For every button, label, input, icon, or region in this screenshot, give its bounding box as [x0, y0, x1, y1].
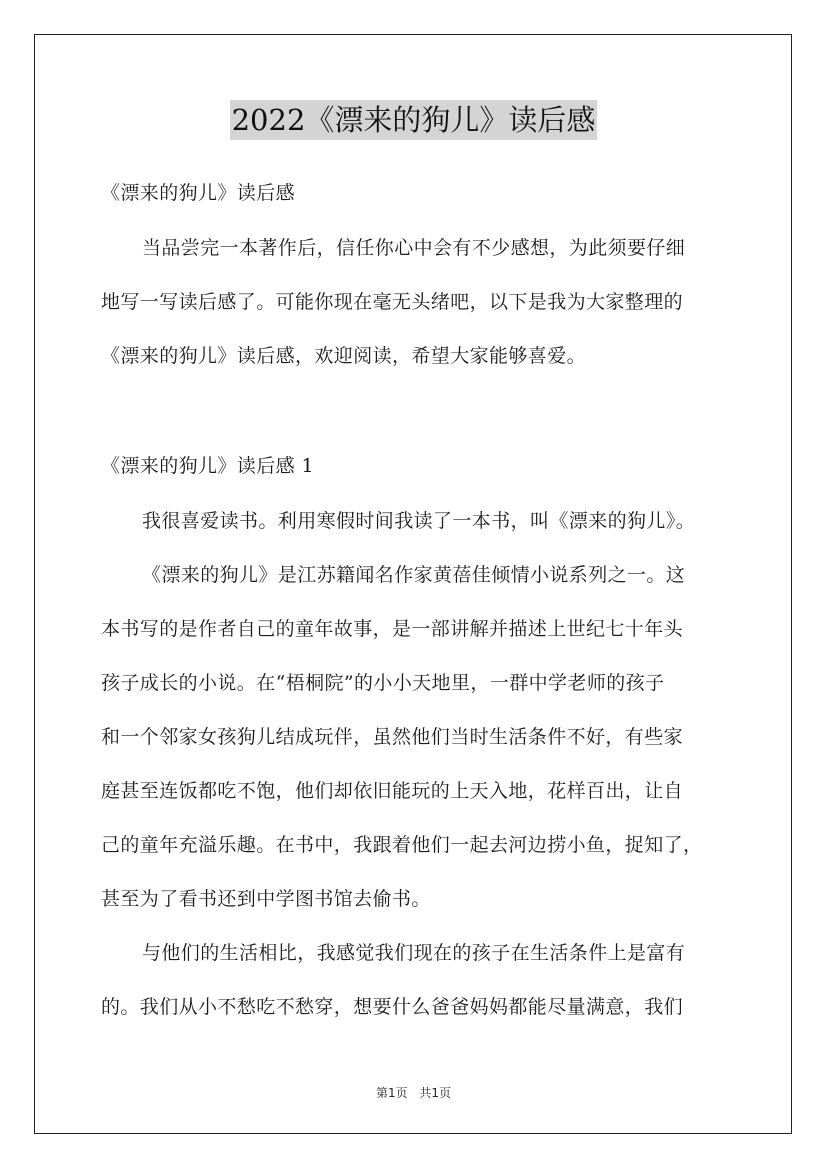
page-total: 共1页	[419, 1086, 452, 1100]
body-line: 己的童年充溢乐趣。在书中，我跟着他们一起去河边捞小鱼，捉知了，	[101, 834, 703, 856]
body-line: 甚至为了看书还到中学图书馆去偷书。	[101, 888, 431, 910]
intro-line: 《漂来的狗儿》读后感，欢迎阅读，希望大家能够喜爱。	[101, 345, 587, 367]
page-footer	[0, 1084, 827, 1101]
body-line: 的。我们从小不愁吃不愁穿，想要什么爸爸妈妈都能尽量满意，我们	[101, 996, 684, 1018]
title-container	[0, 100, 827, 140]
section-heading: 《漂来的狗儿》读后感 1	[101, 455, 314, 477]
body-line: 《漂来的狗儿》是江苏籍闻名作家黄蓓佳倾情小说系列之一。这	[142, 564, 686, 586]
document-title: 2022《漂来的狗儿》读后感	[230, 100, 598, 140]
page-number: 第1页	[375, 1086, 408, 1100]
body-line: 和一个邻家女孩狗儿结成玩伴，虽然他们当时生活条件不好，有些家	[101, 726, 684, 748]
body-line: 庭甚至连饭都吃不饱，他们却依旧能玩的上天入地，花样百出，让自	[101, 780, 684, 802]
body-line: 孩子成长的小说。在“梧桐院”的小小天地里，一群中学老师的孩子	[101, 672, 665, 694]
body-line: 本书写的是作者自己的童年故事，是一部讲解并描述上世纪七十年头	[101, 618, 684, 640]
intro-line: 当品尝完一本著作后，信任你心中会有不少感想，为此须要仔细	[142, 237, 686, 259]
intro-line: 地写一写读后感了。可能你现在毫无头绪吧，以下是我为大家整理的	[101, 291, 684, 313]
body-line: 我很喜爱读书。利用寒假时间我读了一本书，叫《漂来的狗儿》。	[142, 510, 696, 532]
intro-heading: 《漂来的狗儿》读后感	[101, 182, 296, 204]
body-line: 与他们的生活相比，我感觉我们现在的孩子在生活条件上是富有	[142, 942, 686, 964]
